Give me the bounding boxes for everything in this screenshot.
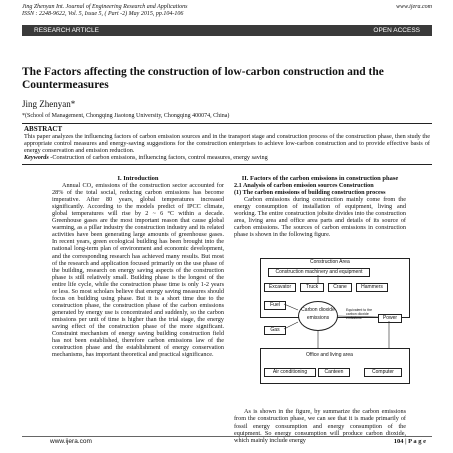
- carbon-sources-figure: [260, 258, 410, 423]
- abstract-heading: ABSTRACT: [24, 125, 63, 133]
- open-access-label: OPEN ACCESS: [373, 27, 420, 34]
- machinery-box: Construction machinery and equipment: [268, 268, 370, 277]
- keywords: [24, 154, 430, 161]
- right-paragraph-1: Carbon emissions during construction mainly come from the energy consumption of installation of equipment, living and working. The entire construction jobsite divides into the construction area, living area and office area parts and details of its source of carbon emissions. The sources of carbon emissions in construction phase is shown in the following figure.: [234, 196, 406, 239]
- figure-connectors: [260, 258, 410, 388]
- section-2-heading: II. Factors of the carbon emissions in construction phase: [241, 175, 399, 182]
- right-paragraph-2: As is shown in the figure, by summarize the carbon emissions from the construction phase, we can see that it is made primarily of fossil energy consumption and energy consumption of the equipment. So energy consumption will produce carbon dioxide, which mainly include energy: [234, 408, 406, 444]
- introduction-heading: I. Introduction: [117, 175, 159, 182]
- article-banner: [22, 25, 432, 36]
- excavator-box: Excavator: [264, 283, 296, 292]
- computer-box: Computer: [364, 368, 402, 377]
- truck-box: Truck: [300, 283, 324, 292]
- subsection-process: (1) The carbon emissions of building construction process: [234, 189, 386, 197]
- gas-box: Gas: [264, 326, 286, 335]
- subsection-2-1: 2.1 Analysis of carbon emission sources Construction: [234, 182, 374, 190]
- keywords-label: Keywords: [24, 154, 49, 161]
- page-footer: [22, 436, 432, 447]
- introduction-paragraph: Annual CO₂ emissions of the construction sector accounted for 28% of the total social, reducing carbon emissions has become imperative. After 80 years, global temperatures increased significantly. According to the models predict of IPCC climate, global temperatures will rise by 2 ~ 6 °C within a decade. Greenhouse gases are the most important reason that cause global warming, as a pillar industry the construction industry and its related activities have been generating large amounts of greenhouse gases. In recent years, green ecological building has been brought into the national long-term plan of environment and economic development, and the corresponding research has achieved many results. But most of the research and application focused primarily on the use phase of the building, research on energy saving aspects of the construction phase is still relatively small. Building phase is the longest of the entire life cycle, while the construction phase time is only 1-2 years or less. So most scholars believe that energy saving measures should focus on building using phase. But it is a short time due to the construction phase, the construction phase of the carbon emissions generated by energy use is concentrated and suddenly, so the carbon emissions per unit of time is higher than the trial stage, the energy saving effect of the construction phase of the more significant. Constraint mechanism of energy saving building construction field has not been established, therefore carbon emissions law of the construction phase and the establishment of energy conservation mechanisms, has important theoretical and practical significance.: [52, 182, 224, 359]
- author: Jing Zhenyan*: [22, 99, 76, 109]
- journal-line-2: ISSN : 2248-9622, Vol. 5, Issue 5, ( Part -2) May 2015, pp.104-106: [22, 11, 184, 18]
- journal-header: [22, 4, 432, 18]
- affiliation: *(School of Management, Chongqing Jiaotong University, Chongqing 400074, China): [22, 113, 230, 119]
- paper-title: The Factors affecting the construction of low-carbon construction and the Countermeasures: [22, 66, 384, 91]
- office-area-label: Office and living area: [306, 352, 353, 358]
- footer-url[interactable]: www.ijera.com: [50, 438, 92, 445]
- research-article-label: RESEARCH ARTICLE: [34, 27, 99, 34]
- abstract-text: This paper analyzes the influencing factors of carbon emission sources and in the transport stage and construction process of the construction phase, then study the appropriate control measures and energy-saving suggestions for the construction enterprises to achieve low-carbon construction and to provide effective basis of energy conservation and emission reduction.: [24, 133, 430, 154]
- left-column: [52, 175, 224, 358]
- page-number: 104 | P a g e: [393, 438, 426, 445]
- journal-url[interactable]: www.ijera.com: [396, 4, 432, 10]
- journal-line-1: Jing Zhenyan Int. Journal of Engineering Research and Applications: [22, 4, 188, 10]
- air-conditioning-box: Air conditioning: [264, 368, 316, 377]
- crane-box: Crane: [328, 283, 352, 292]
- canteen-box: Canteen: [318, 368, 350, 377]
- construction-area-label: Construction Area: [310, 259, 350, 265]
- power-box: Power: [378, 314, 402, 323]
- keywords-text: -Construction of carbon emissions, influencing factors, control measures, energy saving: [48, 154, 268, 161]
- carbon-dioxide-ellipse: Carbon dioxide emissions: [298, 301, 338, 331]
- hammers-box: Hammers: [356, 283, 388, 292]
- equivalence-note: Equivalent to the carbon dioxide emissions: [346, 308, 373, 320]
- fuel-box: Fuel: [264, 301, 286, 310]
